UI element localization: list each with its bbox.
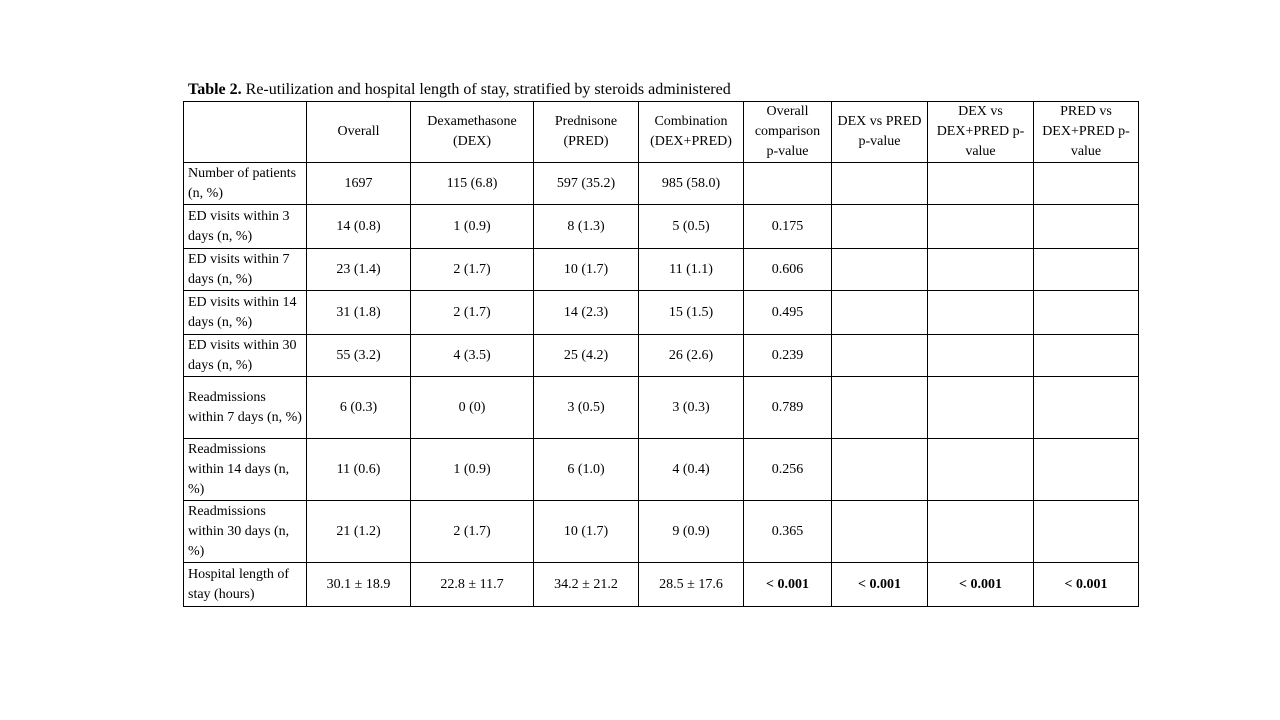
table-row — [184, 377, 1139, 439]
table-cell — [928, 205, 1034, 249]
table-cell: 22.8 ± 11.7 — [411, 563, 534, 607]
table-cell — [1034, 163, 1139, 205]
table-cell — [1034, 335, 1139, 377]
table-cell: < 0.001 — [744, 563, 832, 607]
table-cell: 0.606 — [744, 249, 832, 291]
table-cell: 6 (0.3) — [307, 377, 411, 439]
row-label: Readmissions within 14 days (n, %) — [184, 439, 307, 501]
table-cell: 5 (0.5) — [639, 205, 744, 249]
table-cell: 0.495 — [744, 291, 832, 335]
table-caption-text: Re-utilization and hospital length of stay, stratified by steroids administered — [241, 81, 731, 98]
header-cell-overall-pvalue: Overall comparison p-value — [744, 102, 832, 163]
table-cell — [832, 501, 928, 563]
table-cell: 0.789 — [744, 377, 832, 439]
table-caption — [188, 80, 1138, 100]
table-cell — [1034, 205, 1139, 249]
table-cell: 25 (4.2) — [534, 335, 639, 377]
table-row — [184, 563, 1139, 607]
table-cell — [928, 335, 1034, 377]
table-cell — [1034, 501, 1139, 563]
table-cell — [1034, 291, 1139, 335]
table-cell: 0.175 — [744, 205, 832, 249]
table-cell: 3 (0.3) — [639, 377, 744, 439]
table-cell: 1697 — [307, 163, 411, 205]
table-cell: 14 (0.8) — [307, 205, 411, 249]
table-cell: 15 (1.5) — [639, 291, 744, 335]
table-row — [184, 291, 1139, 335]
table-cell: 30.1 ± 18.9 — [307, 563, 411, 607]
table-cell — [928, 249, 1034, 291]
table-cell: 8 (1.3) — [534, 205, 639, 249]
table-cell: 0.256 — [744, 439, 832, 501]
table-cell — [928, 439, 1034, 501]
table-cell: 3 (0.5) — [534, 377, 639, 439]
row-label: Number of patients (n, %) — [184, 163, 307, 205]
table-cell — [928, 163, 1034, 205]
row-label: Hospital length of stay (hours) — [184, 563, 307, 607]
table-row — [184, 205, 1139, 249]
table-cell: 10 (1.7) — [534, 249, 639, 291]
table-cell: 597 (35.2) — [534, 163, 639, 205]
table-cell: 26 (2.6) — [639, 335, 744, 377]
row-label: Readmissions within 7 days (n, %) — [184, 377, 307, 439]
table-header-row — [184, 102, 1139, 163]
table-cell: < 0.001 — [1034, 563, 1139, 607]
table-cell: < 0.001 — [832, 563, 928, 607]
table-cell: 0.239 — [744, 335, 832, 377]
row-label: ED visits within 14 days (n, %) — [184, 291, 307, 335]
table-caption-label: Table 2. — [188, 81, 242, 98]
table-row — [184, 439, 1139, 501]
table-row — [184, 501, 1139, 563]
table-cell: 2 (1.7) — [411, 291, 534, 335]
header-cell-combination: Combination (DEX+PRED) — [639, 102, 744, 163]
table-cell: 6 (1.0) — [534, 439, 639, 501]
table-cell: 55 (3.2) — [307, 335, 411, 377]
table-cell — [832, 335, 928, 377]
table-cell: 115 (6.8) — [411, 163, 534, 205]
table-cell: 2 (1.7) — [411, 249, 534, 291]
table-cell — [1034, 377, 1139, 439]
table-cell: 23 (1.4) — [307, 249, 411, 291]
table-cell: 11 (1.1) — [639, 249, 744, 291]
table-cell — [744, 163, 832, 205]
row-label: Readmissions within 30 days (n, %) — [184, 501, 307, 563]
table-cell: 31 (1.8) — [307, 291, 411, 335]
table-row — [184, 163, 1139, 205]
table-cell — [832, 205, 928, 249]
table-cell: 0.365 — [744, 501, 832, 563]
table-row — [184, 335, 1139, 377]
table-cell: 1 (0.9) — [411, 205, 534, 249]
header-cell-empty — [184, 102, 307, 163]
table-cell: 10 (1.7) — [534, 501, 639, 563]
table-cell: 2 (1.7) — [411, 501, 534, 563]
table-cell: 9 (0.9) — [639, 501, 744, 563]
table-cell — [832, 439, 928, 501]
row-label: ED visits within 7 days (n, %) — [184, 249, 307, 291]
row-label: ED visits within 30 days (n, %) — [184, 335, 307, 377]
table-body — [184, 163, 1139, 607]
row-label: ED visits within 3 days (n, %) — [184, 205, 307, 249]
table-cell: 11 (0.6) — [307, 439, 411, 501]
results-table — [183, 101, 1139, 607]
table-cell — [832, 291, 928, 335]
table-cell: 4 (0.4) — [639, 439, 744, 501]
table-cell — [928, 501, 1034, 563]
table-cell — [928, 377, 1034, 439]
table-cell: 0 (0) — [411, 377, 534, 439]
table-cell: 21 (1.2) — [307, 501, 411, 563]
table-cell — [832, 249, 928, 291]
table-cell: 985 (58.0) — [639, 163, 744, 205]
header-cell-overall: Overall — [307, 102, 411, 163]
table-cell — [1034, 249, 1139, 291]
table-cell: 34.2 ± 21.2 — [534, 563, 639, 607]
table-cell: 28.5 ± 17.6 — [639, 563, 744, 607]
table-container — [183, 80, 1138, 607]
header-cell-dexamethasone: Dexamethasone (DEX) — [411, 102, 534, 163]
table-cell: < 0.001 — [928, 563, 1034, 607]
table-row — [184, 249, 1139, 291]
table-cell — [928, 291, 1034, 335]
table-cell — [1034, 439, 1139, 501]
table-cell — [832, 377, 928, 439]
header-cell-dex-vs-pred: DEX vs PRED p-value — [832, 102, 928, 163]
table-cell: 4 (3.5) — [411, 335, 534, 377]
table-cell: 14 (2.3) — [534, 291, 639, 335]
header-cell-prednisone: Prednisone (PRED) — [534, 102, 639, 163]
table-cell — [832, 163, 928, 205]
table-cell: 1 (0.9) — [411, 439, 534, 501]
header-cell-dex-vs-combo: DEX vs DEX+PRED p-value — [928, 102, 1034, 163]
header-cell-pred-vs-combo: PRED vs DEX+PRED p-value — [1034, 102, 1139, 163]
